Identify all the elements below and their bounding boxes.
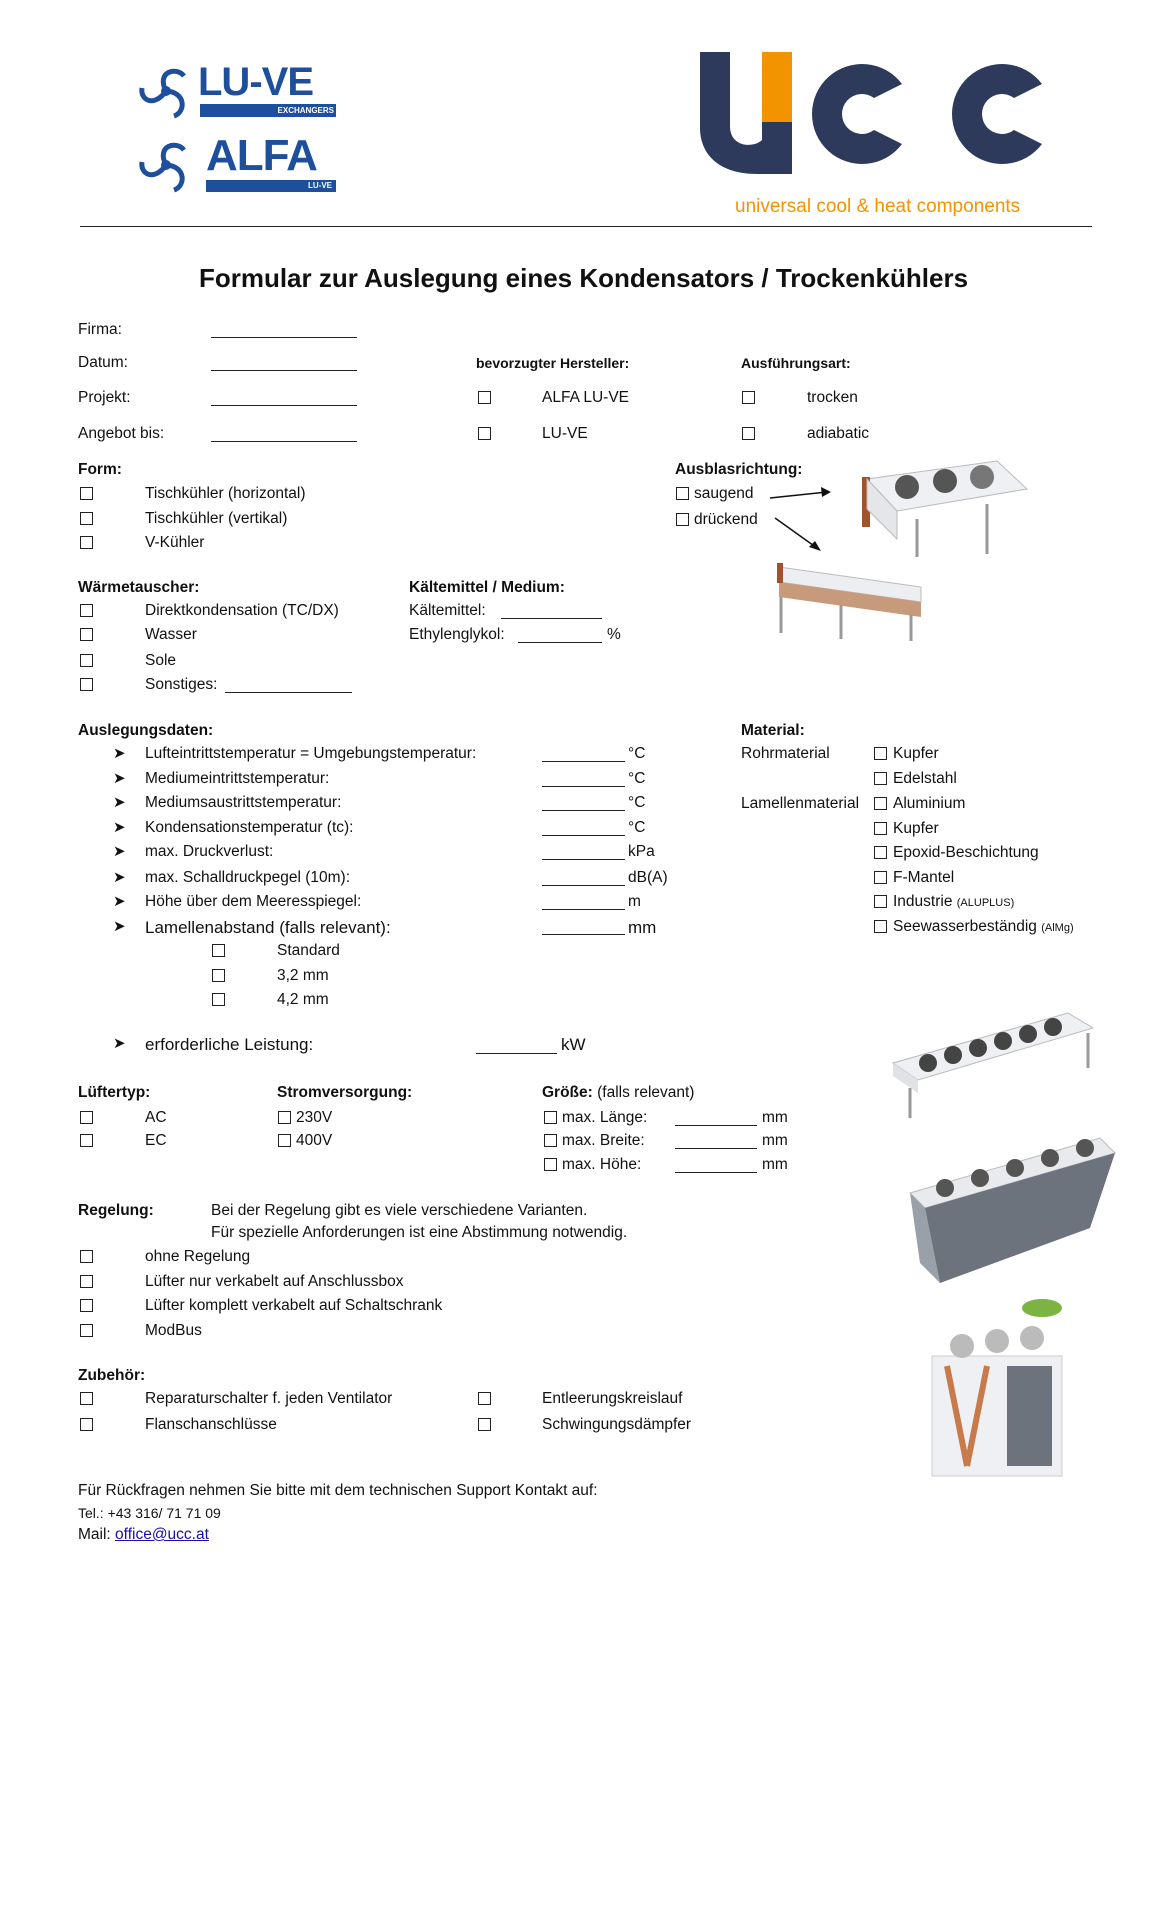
luefter-option: AC bbox=[145, 1109, 167, 1126]
auslegung-unit: °C bbox=[628, 770, 646, 787]
page-title: Formular zur Auslegung eines Kondensators / Trockenkühlers bbox=[198, 263, 969, 293]
auslegung-unit: m bbox=[628, 893, 641, 910]
groesse-field[interactable] bbox=[675, 1172, 757, 1173]
waermetauscher-option: Sole bbox=[145, 652, 177, 669]
waermetauscher-option: Wasser bbox=[145, 626, 197, 643]
regelung-checkbox[interactable] bbox=[80, 1275, 93, 1288]
auslegung-label: Mediumeintrittstemperatur: bbox=[145, 770, 330, 787]
groesse-checkbox[interactable] bbox=[544, 1134, 557, 1147]
form-checkbox[interactable] bbox=[80, 487, 93, 500]
ucc-logo-graphic bbox=[692, 48, 1098, 180]
zubehoer-title: Zubehör: bbox=[78, 1367, 146, 1384]
material-option: F-Mantel bbox=[893, 869, 955, 886]
fan-logo-icon bbox=[136, 62, 196, 120]
auslegung-field[interactable] bbox=[542, 885, 625, 886]
ausblas-checkbox[interactable] bbox=[676, 513, 689, 526]
groesse-label: max. Breite: bbox=[562, 1132, 645, 1149]
footer-mail-label: Mail: bbox=[78, 1526, 111, 1543]
footer-tel: Tel.: +43 316/ 71 71 09 bbox=[78, 1505, 221, 1521]
material-checkbox[interactable] bbox=[874, 871, 887, 884]
groesse-label: max. Höhe: bbox=[562, 1156, 642, 1173]
zubehoer-option: Flanschanschlüsse bbox=[145, 1416, 277, 1433]
auslegung-field[interactable] bbox=[542, 761, 625, 762]
waermetauscher-title: Wärmetauscher: bbox=[78, 579, 200, 596]
adiabatic-cooler-image bbox=[912, 1296, 1092, 1496]
waermetauscher-option: Sonstiges: bbox=[145, 676, 218, 693]
luefter-checkbox[interactable] bbox=[80, 1134, 93, 1147]
strom-checkbox[interactable] bbox=[278, 1134, 291, 1147]
material-option: Edelstahl bbox=[893, 770, 957, 787]
leistung-unit: kW bbox=[561, 1035, 586, 1054]
condenser-image-drueckend bbox=[771, 557, 926, 643]
ausblas-option: saugend bbox=[694, 485, 754, 502]
regelung-option: ohne Regelung bbox=[145, 1248, 251, 1265]
regelung-option: Lüfter komplett verkabelt auf Schaltschrank bbox=[145, 1297, 443, 1314]
material-option: Industrie bbox=[893, 893, 953, 910]
angebot-label: Angebot bis: bbox=[78, 425, 165, 442]
lamellen-checkbox[interactable] bbox=[212, 993, 225, 1006]
form-option: Tischkühler (horizontal) bbox=[145, 485, 306, 502]
datum-field[interactable] bbox=[211, 370, 357, 371]
lamellen-checkbox[interactable] bbox=[212, 969, 225, 982]
kaeltemittel-field[interactable] bbox=[501, 618, 602, 619]
material-option-row bbox=[893, 821, 939, 837]
ausfuehrung-checkbox[interactable] bbox=[742, 427, 755, 440]
projekt-field[interactable] bbox=[211, 405, 357, 406]
kaeltemittel-label: Kältemittel: bbox=[409, 602, 486, 619]
material-option: Epoxid-Beschichtung bbox=[893, 844, 1039, 861]
material-checkbox[interactable] bbox=[874, 895, 887, 908]
glykol-label: Ethylenglykol: bbox=[409, 626, 505, 643]
zubehoer-option: Entleerungskreislauf bbox=[542, 1390, 683, 1407]
email-link[interactable]: office@ucc.at bbox=[115, 1526, 209, 1543]
regelung-text: Bei der Regelung gibt es viele verschiedene Varianten. bbox=[211, 1202, 588, 1219]
material-option-row bbox=[893, 771, 957, 787]
groesse-title: Größe: bbox=[542, 1084, 593, 1101]
material-option-row bbox=[893, 894, 1014, 910]
leistung-label: erforderliche Leistung: bbox=[145, 1035, 314, 1054]
hersteller-option: LU-VE bbox=[542, 425, 588, 442]
lamellen-checkbox[interactable] bbox=[212, 944, 225, 957]
angebot-field[interactable] bbox=[211, 441, 357, 442]
arrow-bullet-icon: ➤ bbox=[113, 893, 126, 910]
auslegung-field[interactable] bbox=[542, 810, 625, 811]
form-checkbox[interactable] bbox=[80, 536, 93, 549]
strom-checkbox[interactable] bbox=[278, 1111, 291, 1124]
fan-logo-icon bbox=[136, 136, 196, 194]
material-option: Aluminium bbox=[893, 795, 966, 812]
arrow-bullet-icon: ➤ bbox=[113, 745, 126, 762]
material-option: Kupfer bbox=[893, 820, 939, 837]
ausfuehrung-title: Ausführungsart: bbox=[741, 355, 851, 371]
arrow-bullet-icon: ➤ bbox=[113, 770, 126, 787]
auslegung-label: Lufteintrittstemperatur = Umgebungstemperatur: bbox=[145, 745, 477, 762]
groesse-unit: mm bbox=[762, 1132, 788, 1149]
firma-field[interactable] bbox=[211, 337, 357, 338]
groesse-checkbox[interactable] bbox=[544, 1111, 557, 1124]
auslegung-unit: kPa bbox=[628, 843, 655, 860]
luefter-title: Lüftertyp: bbox=[78, 1084, 151, 1101]
strom-option: 230V bbox=[296, 1109, 333, 1126]
auslegung-label: Lamellenabstand (falls relevant): bbox=[145, 918, 391, 937]
form-option: V-Kühler bbox=[145, 534, 205, 551]
ausblas-checkbox[interactable] bbox=[676, 487, 689, 500]
regelung-checkbox[interactable] bbox=[80, 1299, 93, 1312]
strom-option: 400V bbox=[296, 1132, 333, 1149]
auslegung-field[interactable] bbox=[542, 835, 625, 836]
groesse-field[interactable] bbox=[675, 1125, 757, 1126]
material-checkbox[interactable] bbox=[874, 846, 887, 859]
ausfuehrung-checkbox[interactable] bbox=[742, 391, 755, 404]
glykol-unit: % bbox=[607, 626, 621, 643]
auslegung-field[interactable] bbox=[542, 786, 625, 787]
auslegung-unit: dB(A) bbox=[628, 869, 668, 886]
zubehoer-checkbox[interactable] bbox=[80, 1418, 93, 1431]
material-checkbox[interactable] bbox=[874, 920, 887, 933]
arrow-bullet-icon: ➤ bbox=[113, 843, 126, 860]
material-option-row bbox=[893, 746, 939, 762]
material-note: (AlMg) bbox=[1041, 922, 1074, 934]
groesse-unit: mm bbox=[762, 1156, 788, 1173]
material-option: Kupfer bbox=[893, 745, 939, 762]
arrow-bullet-icon: ➤ bbox=[113, 819, 126, 836]
auslegung-label: Kondensationstemperatur (tc): bbox=[145, 819, 354, 836]
lamellen-option: 4,2 mm bbox=[277, 991, 329, 1008]
auslegung-field[interactable] bbox=[542, 909, 625, 910]
hersteller-title: bevorzugter Hersteller: bbox=[476, 355, 630, 371]
hersteller-option: ALFA LU-VE bbox=[542, 389, 630, 406]
waermetauscher-checkbox[interactable] bbox=[80, 604, 93, 617]
auslegung-title: Auslegungsdaten: bbox=[78, 722, 214, 739]
condenser-image-saugend bbox=[857, 459, 1029, 561]
groesse-note: (falls relevant) bbox=[597, 1084, 695, 1101]
auslegung-label: Mediumsaustrittstemperatur: bbox=[145, 794, 342, 811]
material-checkbox[interactable] bbox=[874, 822, 887, 835]
regelung-checkbox[interactable] bbox=[80, 1250, 93, 1263]
material-option-row bbox=[893, 845, 1039, 861]
regelung-checkbox[interactable] bbox=[80, 1324, 93, 1337]
material-checkbox[interactable] bbox=[874, 772, 887, 785]
hersteller-checkbox[interactable] bbox=[478, 427, 491, 440]
header-divider bbox=[80, 226, 1092, 227]
zubehoer-option: Reparaturschalter f. jeden Ventilator bbox=[145, 1390, 393, 1407]
auslegung-unit: mm bbox=[628, 918, 657, 937]
sonstiges-field[interactable] bbox=[225, 692, 352, 693]
datum-label: Datum: bbox=[78, 354, 128, 371]
auslegung-field[interactable] bbox=[542, 859, 625, 860]
ausblas-option: drückend bbox=[694, 511, 758, 528]
auslegung-field[interactable] bbox=[542, 934, 625, 935]
waermetauscher-option: Direktkondensation (TC/DX) bbox=[145, 602, 339, 619]
zubehoer-checkbox[interactable] bbox=[80, 1392, 93, 1405]
luefter-checkbox[interactable] bbox=[80, 1111, 93, 1124]
lamellenmaterial-label: Lamellenmaterial bbox=[741, 795, 860, 812]
condenser-image-long bbox=[888, 1008, 1098, 1120]
arrows-icon bbox=[765, 484, 865, 554]
waermetauscher-checkbox[interactable] bbox=[80, 678, 93, 691]
material-checkbox[interactable] bbox=[874, 797, 887, 810]
zubehoer-checkbox[interactable] bbox=[478, 1392, 491, 1405]
material-option-row bbox=[893, 796, 965, 812]
auslegung-label: Höhe über dem Meeresspiegel: bbox=[145, 893, 362, 910]
groesse-checkbox[interactable] bbox=[544, 1158, 557, 1171]
lamellen-option: 3,2 mm bbox=[277, 967, 329, 984]
v-cooler-image bbox=[900, 1133, 1120, 1288]
regelung-title: Regelung: bbox=[78, 1202, 154, 1219]
auslegung-unit: °C bbox=[628, 819, 646, 836]
ausfuehrung-option: adiabatic bbox=[807, 425, 870, 442]
firma-label: Firma: bbox=[78, 321, 122, 338]
waermetauscher-checkbox[interactable] bbox=[80, 654, 93, 667]
arrow-bullet-icon: ➤ bbox=[113, 869, 126, 886]
rohr-label: Rohrmaterial bbox=[741, 745, 830, 762]
form-title: Form: bbox=[78, 461, 122, 478]
material-option-row bbox=[893, 870, 954, 886]
footer-text: Für Rückfragen nehmen Sie bitte mit dem technischen Support Kontakt auf: bbox=[78, 1482, 598, 1499]
medium-title: Kältemittel / Medium: bbox=[409, 579, 565, 596]
zubehoer-option: Schwingungsdämpfer bbox=[542, 1416, 692, 1433]
waermetauscher-checkbox[interactable] bbox=[80, 628, 93, 641]
lamellen-option: Standard bbox=[277, 942, 340, 959]
zubehoer-checkbox[interactable] bbox=[478, 1418, 491, 1431]
auslegung-unit: °C bbox=[628, 745, 646, 762]
auslegung-unit: °C bbox=[628, 794, 646, 811]
material-note: (ALUPLUS) bbox=[956, 897, 1015, 909]
luefter-option: EC bbox=[145, 1132, 167, 1149]
material-checkbox[interactable] bbox=[874, 747, 887, 760]
arrow-bullet-icon: ➤ bbox=[113, 1035, 126, 1052]
ausblas-title: Ausblasrichtung: bbox=[675, 461, 803, 478]
regelung-text: Für spezielle Anforderungen ist eine Abstimmung notwendig. bbox=[211, 1224, 628, 1241]
form-option: Tischkühler (vertikal) bbox=[145, 510, 288, 527]
strom-title: Stromversorgung: bbox=[277, 1084, 413, 1101]
groesse-field[interactable] bbox=[675, 1148, 757, 1149]
ausfuehrung-option: trocken bbox=[807, 389, 858, 406]
glykol-field[interactable] bbox=[518, 642, 602, 643]
arrow-bullet-icon: ➤ bbox=[113, 918, 126, 935]
hersteller-checkbox[interactable] bbox=[478, 391, 491, 404]
material-option: Seewasserbeständig bbox=[893, 918, 1037, 935]
groesse-unit: mm bbox=[762, 1109, 788, 1126]
regelung-option: ModBus bbox=[145, 1322, 202, 1339]
material-title: Material: bbox=[741, 722, 805, 739]
material-option-row bbox=[893, 919, 1074, 935]
form-checkbox[interactable] bbox=[80, 512, 93, 525]
auslegung-label: max. Schalldruckpegel (10m): bbox=[145, 869, 351, 886]
regelung-option: Lüfter nur verkabelt auf Anschlussbox bbox=[145, 1273, 404, 1290]
groesse-label: max. Länge: bbox=[562, 1109, 648, 1126]
auslegung-label: max. Druckverlust: bbox=[145, 843, 274, 860]
arrow-bullet-icon: ➤ bbox=[113, 794, 126, 811]
leistung-field[interactable] bbox=[476, 1053, 557, 1054]
projekt-label: Projekt: bbox=[78, 389, 131, 406]
